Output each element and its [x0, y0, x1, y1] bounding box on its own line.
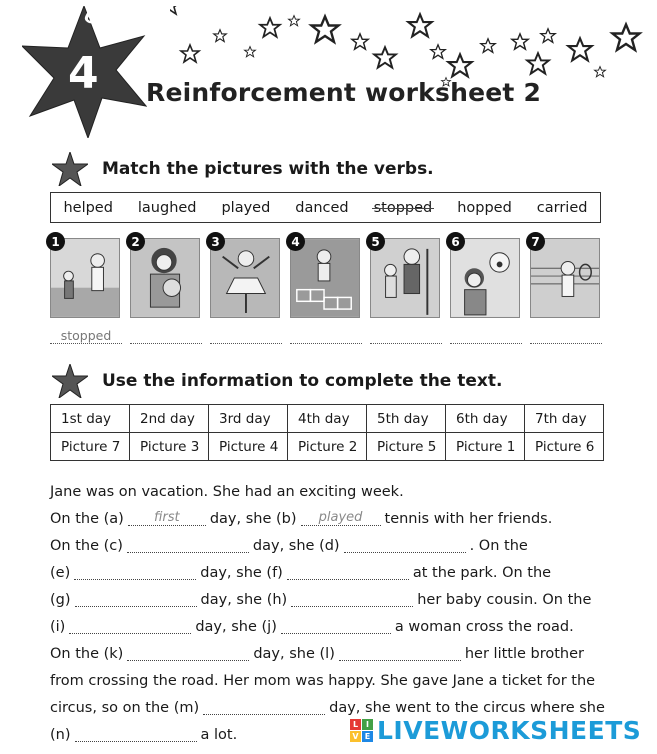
blank-g[interactable] — [75, 592, 197, 607]
logo-block: L — [350, 719, 361, 730]
day-picture-table — [50, 404, 604, 461]
text-segment: at the park. On the — [412, 564, 552, 581]
picture-row — [48, 232, 608, 322]
table-cell: 2nd day — [130, 405, 209, 433]
text-segment: day, she (l) — [253, 645, 335, 662]
text-segment: On the (k) — [50, 645, 124, 662]
table-cell: 5th day — [367, 405, 446, 433]
unit-label: Unit — [79, 5, 125, 43]
text-segment: a woman cross the road. — [394, 618, 574, 635]
blank-c[interactable] — [127, 538, 249, 553]
text-line — [50, 640, 610, 667]
text-segment: (n) — [50, 726, 71, 743]
picture-illustration — [370, 238, 440, 318]
table-cell: Picture 1 — [446, 433, 525, 461]
picture-7 — [528, 232, 600, 318]
text-line — [50, 505, 610, 532]
answer-blank-5[interactable] — [370, 328, 442, 344]
picture-illustration — [50, 238, 120, 318]
blank-k[interactable] — [127, 646, 249, 661]
table-cell: Picture 4 — [209, 433, 288, 461]
picture-2 — [128, 232, 200, 318]
verb-item: hopped — [457, 199, 512, 216]
answer-blank-6[interactable] — [450, 328, 522, 344]
verb-item: helped — [63, 199, 113, 216]
blank-i[interactable] — [69, 619, 191, 634]
picture-illustration — [210, 238, 280, 318]
table-cell: 6th day — [446, 405, 525, 433]
table-cell: Picture 6 — [525, 433, 604, 461]
worksheet-title: Reinforcement worksheet 2 — [146, 78, 542, 107]
blank-l[interactable] — [339, 646, 461, 661]
logo-block: V — [350, 731, 361, 742]
picture-illustration — [530, 238, 600, 318]
text-segment: day, she (h) — [200, 591, 288, 608]
picture-number: 2 — [126, 232, 145, 251]
table-cell: 1st day — [51, 405, 130, 433]
picture-5 — [368, 232, 440, 318]
text-segment: a lot. — [200, 726, 238, 743]
text-segment: . On the — [469, 537, 528, 554]
blank-j[interactable] — [281, 619, 391, 634]
text-segment: her baby cousin. On the — [417, 591, 592, 608]
picture-number: 6 — [446, 232, 465, 251]
liveworksheets-logo — [350, 716, 641, 744]
text-segment: (i) — [50, 618, 66, 635]
picture-number: 7 — [526, 232, 545, 251]
table-cell: 3rd day — [209, 405, 288, 433]
table-cell: Picture 2 — [288, 433, 367, 461]
section-1-heading — [52, 152, 434, 186]
blank-n[interactable] — [75, 727, 197, 742]
star-icon — [52, 364, 88, 398]
text-segment: from crossing the road. Her mom was happy. She gave Jane a ticket for the — [50, 672, 596, 689]
picture-illustration — [130, 238, 200, 318]
table-row — [51, 405, 604, 433]
verb-bank — [50, 192, 601, 223]
text-line — [50, 532, 610, 559]
table-cell: Picture 3 — [130, 433, 209, 461]
text-line — [50, 559, 610, 586]
unit-number: 4 — [68, 48, 99, 99]
answer-blank-4[interactable] — [290, 328, 362, 344]
table-cell: 7th day — [525, 405, 604, 433]
section-1-heading-text: Match the pictures with the verbs. — [102, 159, 434, 179]
table-cell: Picture 7 — [51, 433, 130, 461]
text-segment: day, she (j) — [195, 618, 277, 635]
picture-4 — [288, 232, 360, 318]
blank-d[interactable] — [344, 538, 466, 553]
table-cell: Picture 5 — [367, 433, 446, 461]
text-segment: Jane was on vacation. She had an exciting week. — [50, 483, 404, 500]
section-2-heading-text: Use the information to complete the text. — [102, 371, 503, 391]
text-segment: (g) — [50, 591, 71, 608]
answer-blank-2[interactable] — [130, 328, 202, 344]
text-segment: On the (a) — [50, 510, 124, 527]
verb-item: carried — [536, 199, 588, 216]
text-segment: (e) — [50, 564, 71, 581]
picture-illustration — [290, 238, 360, 318]
section-2-heading — [52, 364, 502, 398]
blank-m[interactable] — [203, 700, 325, 715]
verb-item: danced — [295, 199, 349, 216]
picture-1 — [48, 232, 120, 318]
logo-text: LIVEWORKSHEETS — [377, 715, 642, 745]
answer-blank-1[interactable]: stopped — [50, 328, 122, 344]
picture-number: 5 — [366, 232, 385, 251]
text-line — [50, 586, 610, 613]
text-line — [50, 667, 610, 694]
picture-6 — [448, 232, 520, 318]
answer-blank-3[interactable] — [210, 328, 282, 344]
text-segment: day, she (b) — [209, 510, 297, 527]
text-segment: day, she (f) — [200, 564, 283, 581]
verb-item-struck: stopped — [373, 199, 433, 216]
picture-number: 3 — [206, 232, 225, 251]
blank-a[interactable]: first — [128, 511, 206, 526]
story-text — [50, 478, 610, 748]
text-segment: tennis with her friends. — [384, 510, 553, 527]
blank-e[interactable] — [74, 565, 196, 580]
text-segment: day, she went to the circus where she — [329, 699, 605, 716]
text-segment: her little brother — [464, 645, 585, 662]
text-segment: day, she (d) — [252, 537, 340, 554]
picture-number: 1 — [46, 232, 65, 251]
verb-item: played — [221, 199, 271, 216]
text-line — [50, 478, 610, 505]
logo-block: E — [362, 731, 373, 742]
star-icon — [52, 152, 88, 186]
answer-row — [48, 328, 608, 346]
logo-blocks — [350, 719, 373, 742]
table-cell: 4th day — [288, 405, 367, 433]
logo-block: I — [362, 719, 373, 730]
text-segment: circus, so on the (m) — [50, 699, 200, 716]
picture-illustration — [450, 238, 520, 318]
answer-blank-7[interactable] — [530, 328, 602, 344]
table-row — [51, 433, 604, 461]
text-line — [50, 613, 610, 640]
text-segment: On the (c) — [50, 537, 123, 554]
picture-3 — [208, 232, 280, 318]
blank-h[interactable] — [291, 592, 413, 607]
blank-f[interactable] — [287, 565, 409, 580]
blank-b[interactable]: played — [301, 511, 381, 526]
verb-item: laughed — [137, 199, 197, 216]
picture-number: 4 — [286, 232, 305, 251]
